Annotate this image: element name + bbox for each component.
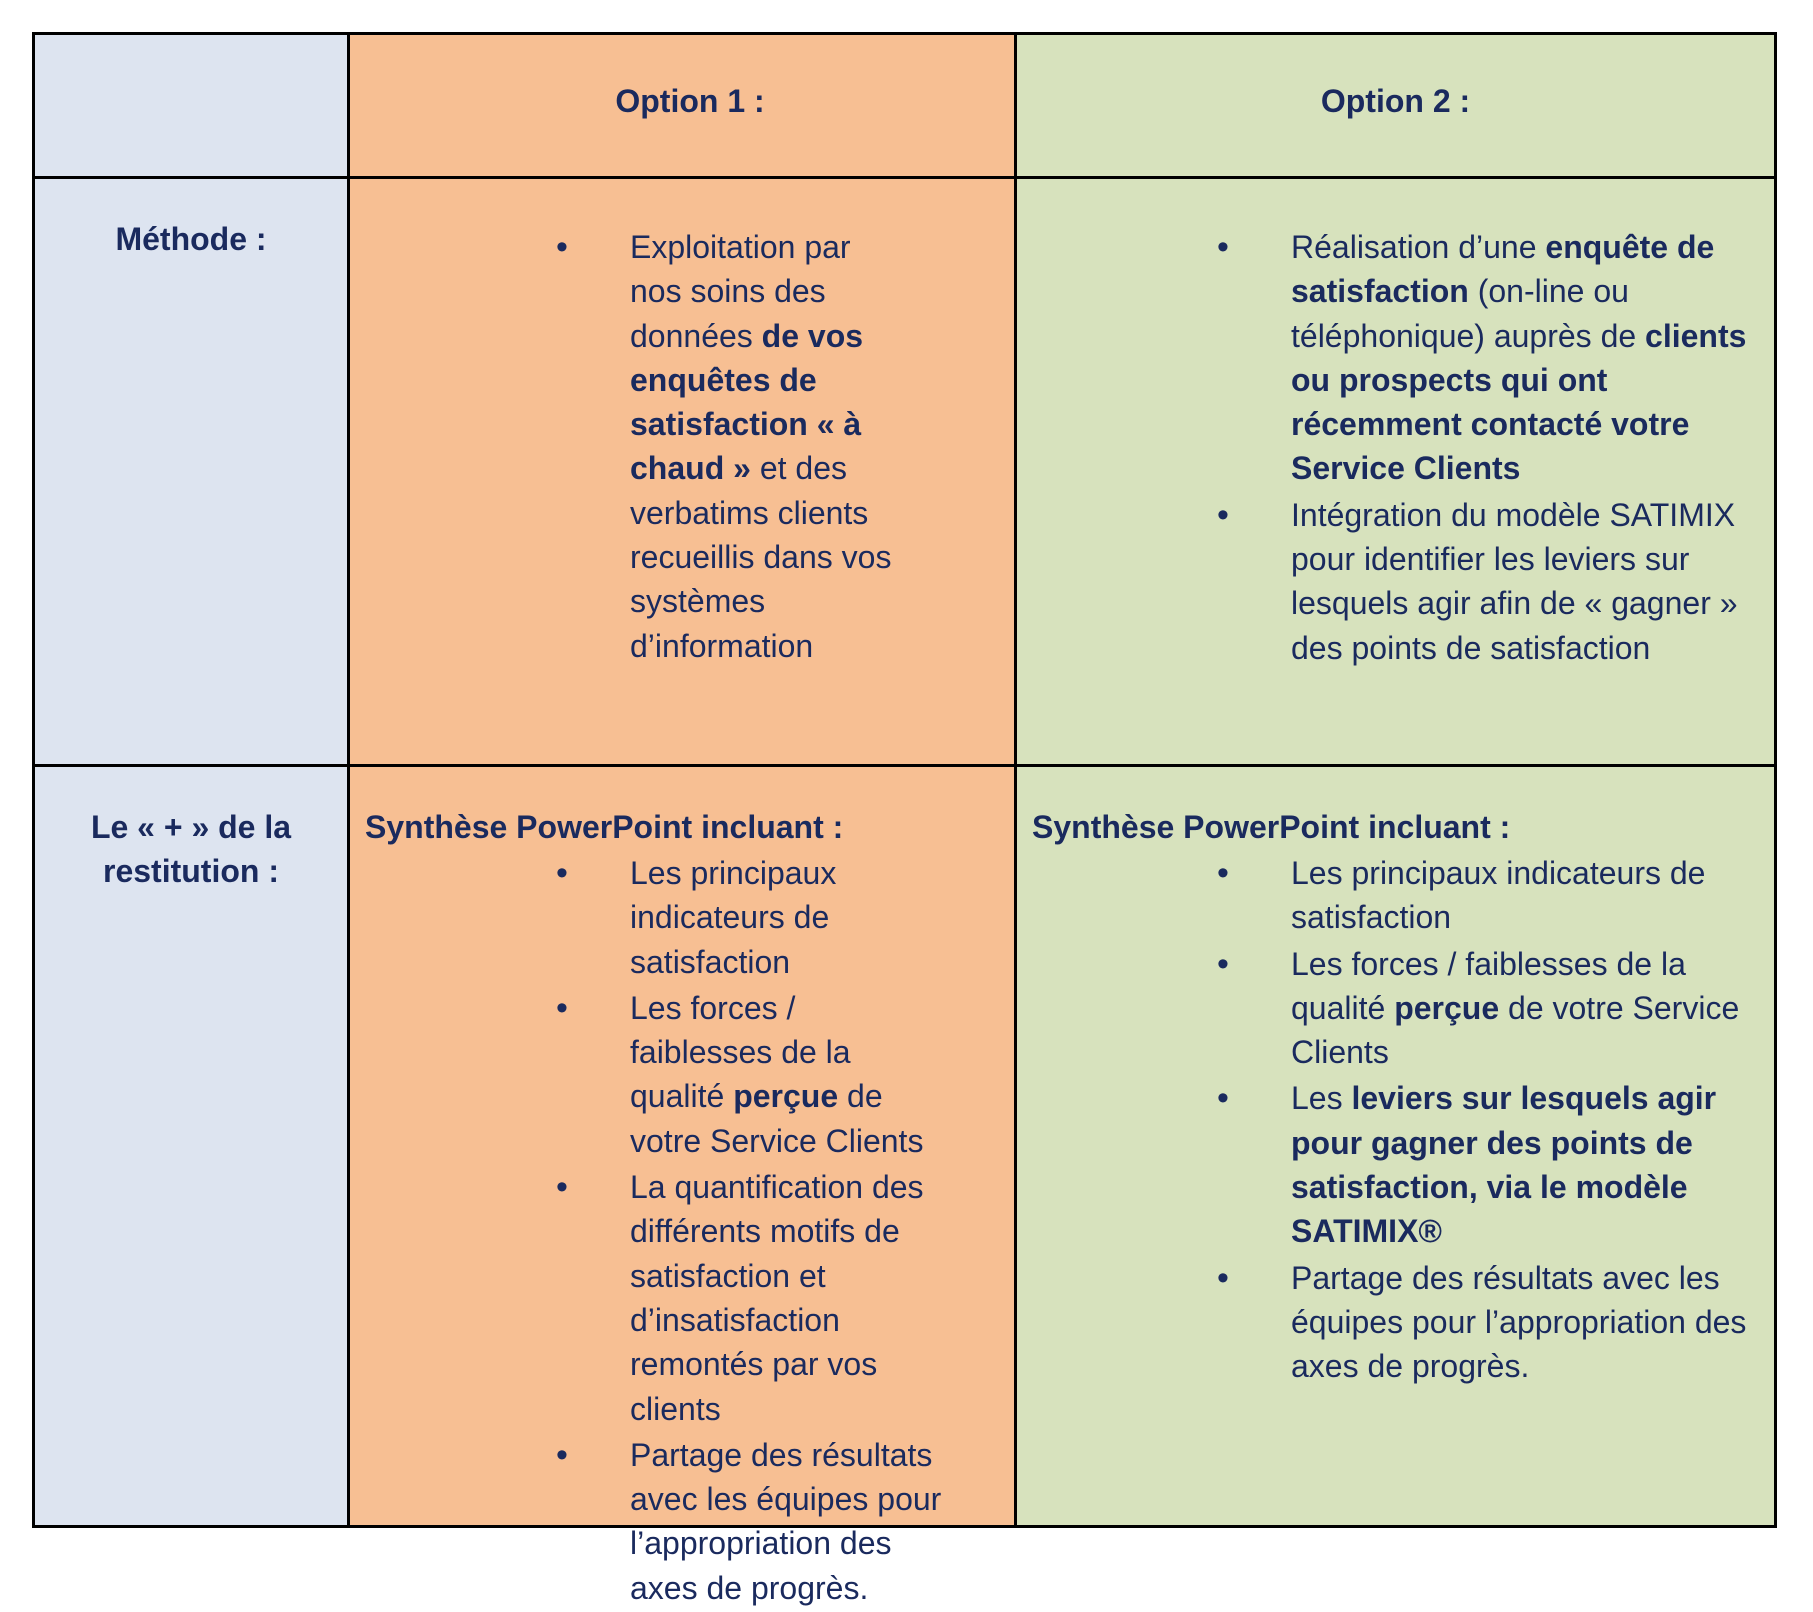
list-item bbox=[556, 1165, 946, 1431]
methode-option2-cell bbox=[1014, 176, 1774, 764]
methode-label-cell bbox=[35, 176, 347, 764]
list-item bbox=[556, 1433, 946, 1610]
list-item-bold-text: perçue bbox=[1394, 989, 1500, 1026]
bullet-icon: • bbox=[1217, 495, 1229, 534]
bullet-icon: • bbox=[556, 1168, 568, 1207]
bullet-icon: • bbox=[1217, 854, 1229, 892]
list-item-text: Partage des résultats avec les équipes pour l’appropriation des axes de progrès. bbox=[630, 1436, 942, 1606]
option1-intro: Synthèse PowerPoint incluant : bbox=[365, 809, 844, 845]
bullet-icon: • bbox=[556, 988, 568, 1027]
plus-label-cell bbox=[35, 764, 347, 1525]
header-option1-cell bbox=[347, 35, 1014, 176]
list-item-bold-text: de vos enquêtes de satisfaction « à chaud » bbox=[630, 317, 864, 487]
list-item-text: Les forces / faiblesses de la qualité bbox=[1291, 945, 1686, 1026]
list-item-text: Les principaux indicateurs de satisfaction bbox=[1291, 855, 1706, 936]
methode-option1-list bbox=[556, 225, 906, 670]
methode-option1-cell bbox=[347, 176, 1014, 764]
list-item-text: Exploitation par nos soins des données bbox=[630, 229, 851, 354]
list-item-text: et des verbatims clients recueillis dans vos systèmes d’information bbox=[630, 450, 892, 664]
list-item bbox=[1217, 942, 1747, 1075]
comparison-table bbox=[32, 32, 1777, 1606]
list-item bbox=[1217, 1076, 1747, 1253]
bullet-icon: • bbox=[1217, 1079, 1229, 1118]
list-item-bold-text: clients ou prospects qui ont récemment contacté votre Service Clients bbox=[1291, 317, 1747, 487]
list-item bbox=[556, 851, 940, 984]
list-item-text: Réalisation d’une bbox=[1291, 229, 1546, 265]
list-item-text: Partage des résultats avec les équipes pour l’appropriation des axes de progrès. bbox=[1291, 1259, 1747, 1385]
plus-option1-list bbox=[556, 851, 946, 1612]
list-item bbox=[556, 986, 946, 1163]
plus-option2-cell bbox=[1014, 764, 1774, 1525]
bullet-icon: • bbox=[556, 854, 568, 892]
methode-label: Méthode : bbox=[115, 221, 267, 257]
list-item bbox=[556, 225, 906, 668]
list-item-text: Les bbox=[1291, 1080, 1352, 1117]
bullet-icon: • bbox=[556, 1435, 568, 1474]
list-item-text: Intégration du modèle SATIMIX pour identifier les leviers sur lesquels agir afin de « gagner » des points de satisfaction bbox=[1291, 496, 1738, 666]
list-item bbox=[1217, 1256, 1747, 1389]
list-item bbox=[1217, 851, 1747, 940]
list-item-bold-text: perçue bbox=[733, 1078, 839, 1115]
list-item bbox=[1217, 225, 1759, 491]
plus-label: Le « + » de la restitution : bbox=[90, 809, 292, 889]
header-corner-cell bbox=[35, 35, 347, 176]
bullet-icon: • bbox=[556, 228, 568, 266]
list-item-text: de votre Service Clients bbox=[1291, 989, 1740, 1071]
plus-option1-cell bbox=[347, 764, 1014, 1606]
list-item-bold-text: leviers sur lesquels agir pour gagner des points de satisfaction, via le modèle SATIMIX® bbox=[1291, 1080, 1717, 1250]
plus-option2-list bbox=[1217, 851, 1747, 1391]
list-item-text: de votre Service Clients bbox=[630, 1078, 924, 1159]
option1-heading: Option 1 : bbox=[615, 83, 765, 119]
option2-heading: Option 2 : bbox=[1320, 83, 1471, 119]
list-item-text: Les principaux indicateurs de satisfaction bbox=[630, 855, 837, 980]
list-item-text: (on-line ou téléphonique) auprès de bbox=[1291, 273, 1646, 354]
list-item-bold-text: enquête de satisfaction bbox=[1291, 229, 1715, 310]
bullet-icon: • bbox=[1217, 1258, 1229, 1297]
methode-option2-list bbox=[1217, 225, 1759, 672]
list-item-text: Les forces / faiblesses de la qualité bbox=[630, 989, 851, 1115]
bullet-icon: • bbox=[1217, 228, 1229, 266]
bullet-icon: • bbox=[1217, 944, 1229, 983]
list-item-text: La quantification des différents motifs de satisfaction et d’insatisfaction remontés par vos clients bbox=[630, 1169, 924, 1427]
option2-intro: Synthèse PowerPoint incluant : bbox=[1032, 809, 1511, 845]
header-option2-cell bbox=[1014, 35, 1774, 176]
list-item bbox=[1217, 493, 1759, 670]
